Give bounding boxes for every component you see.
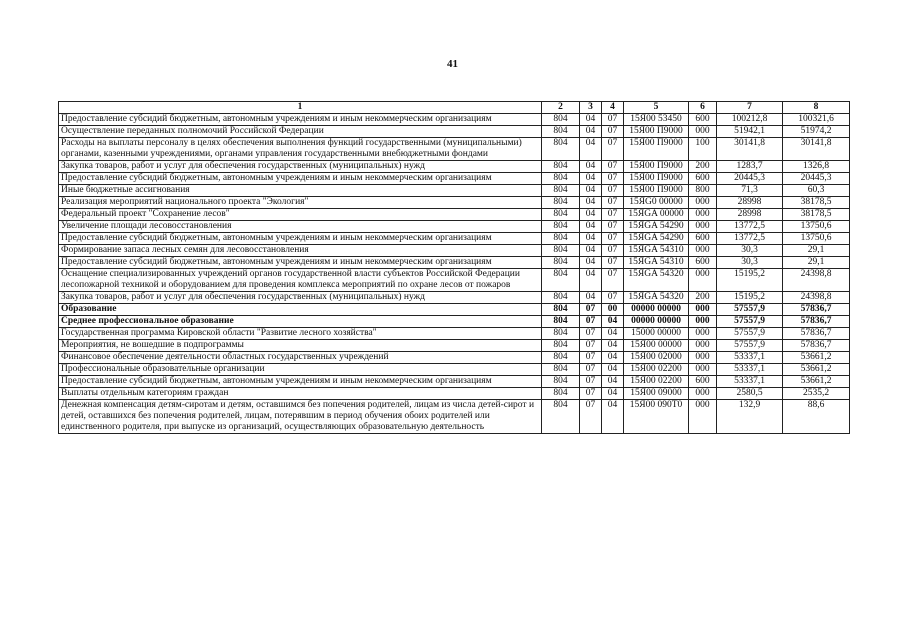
target-article-cell: 15Я00 П9000 — [624, 173, 689, 185]
subsection-cell: 07 — [602, 173, 624, 185]
section-cell: 07 — [580, 400, 602, 434]
amount-cell: 38178,5 — [783, 197, 850, 209]
expense-type-cell: 000 — [689, 221, 717, 233]
section-cell: 07 — [580, 376, 602, 388]
header-cell: 2 — [542, 102, 580, 114]
amount-cell: 20445,3 — [783, 173, 850, 185]
row-name-cell: Формирование запаса лесных семян для лесовосстановления — [59, 245, 542, 257]
amount-cell: 30141,8 — [717, 138, 783, 161]
target-article-cell: 15Я00 02200 — [624, 376, 689, 388]
row-name-cell: Профессиональные образовательные организации — [59, 364, 542, 376]
budget-table — [58, 101, 850, 434]
amount-cell: 15195,2 — [717, 292, 783, 304]
amount-cell: 57557,9 — [717, 316, 783, 328]
header-cell: 3 — [580, 102, 602, 114]
subsection-cell: 07 — [602, 138, 624, 161]
subsection-cell: 07 — [602, 114, 624, 126]
code-cell: 804 — [542, 269, 580, 292]
amount-cell: 51974,2 — [783, 126, 850, 138]
table-row — [59, 209, 850, 221]
target-article-cell: 00000 00000 — [624, 304, 689, 316]
section-cell: 04 — [580, 209, 602, 221]
amount-cell: 29,1 — [783, 245, 850, 257]
amount-cell: 28998 — [717, 209, 783, 221]
section-cell: 04 — [580, 138, 602, 161]
expense-type-cell: 600 — [689, 257, 717, 269]
expense-type-cell: 000 — [689, 388, 717, 400]
table-row — [59, 197, 850, 209]
row-name-cell: Финансовое обеспечение деятельности областных государственных учреждений — [59, 352, 542, 364]
row-name-cell: Государственная программа Кировской области "Развитие лесного хозяйства" — [59, 328, 542, 340]
expense-type-cell: 100 — [689, 138, 717, 161]
subsection-cell: 04 — [602, 316, 624, 328]
expense-type-cell: 000 — [689, 197, 717, 209]
amount-cell: 57836,7 — [783, 304, 850, 316]
code-cell: 804 — [542, 388, 580, 400]
row-name-cell: Реализация мероприятий национального проекта "Экология" — [59, 197, 542, 209]
target-article-cell: 15Я00 П9000 — [624, 126, 689, 138]
subsection-cell: 07 — [602, 257, 624, 269]
table-row — [59, 221, 850, 233]
amount-cell: 53661,2 — [783, 364, 850, 376]
table-row — [59, 138, 850, 161]
row-name-cell: Иные бюджетные ассигнования — [59, 185, 542, 197]
target-article-cell: 15ЯGA 54320 — [624, 292, 689, 304]
code-cell: 804 — [542, 185, 580, 197]
target-article-cell: 15ЯGA 00000 — [624, 209, 689, 221]
amount-cell: 57557,9 — [717, 304, 783, 316]
target-article-cell: 15Я00 02000 — [624, 352, 689, 364]
amount-cell: 51942,1 — [717, 126, 783, 138]
amount-cell: 30141,8 — [783, 138, 850, 161]
table-row — [59, 340, 850, 352]
amount-cell: 57836,7 — [783, 316, 850, 328]
expense-type-cell: 000 — [689, 304, 717, 316]
target-article-cell: 15ЯGA 54320 — [624, 269, 689, 292]
code-cell: 804 — [542, 197, 580, 209]
code-cell: 804 — [542, 304, 580, 316]
target-article-cell: 15Я00 53450 — [624, 114, 689, 126]
amount-cell: 13750,6 — [783, 233, 850, 245]
target-article-cell: 15Я00 П9000 — [624, 161, 689, 173]
row-name-cell: Закупка товаров, работ и услуг для обеспечения государственных (муниципальных) нужд — [59, 161, 542, 173]
table-row — [59, 114, 850, 126]
amount-cell: 15195,2 — [717, 269, 783, 292]
subsection-cell: 04 — [602, 388, 624, 400]
target-article-cell: 15ЯGA 54290 — [624, 221, 689, 233]
target-article-cell: 15ЯGA 54290 — [624, 233, 689, 245]
row-name-cell: Осуществление переданных полномочий Российской Федерации — [59, 126, 542, 138]
amount-cell: 2535,2 — [783, 388, 850, 400]
expense-type-cell: 000 — [689, 209, 717, 221]
section-cell: 04 — [580, 173, 602, 185]
target-article-cell: 15ЯGA 54310 — [624, 257, 689, 269]
code-cell: 804 — [542, 245, 580, 257]
subsection-cell: 07 — [602, 209, 624, 221]
subsection-cell: 04 — [602, 376, 624, 388]
table-row — [59, 388, 850, 400]
target-article-cell: 15Я00 090Т0 — [624, 400, 689, 434]
code-cell: 804 — [542, 400, 580, 434]
header-cell: 7 — [717, 102, 783, 114]
code-cell: 804 — [542, 340, 580, 352]
row-name-cell: Оснащение специализированных учреждений органов государственной власти субъектов Российской Федерации лесопожарной техникой и оборудованием для проведения комплекса мероприятий по охране лесов от пожаров — [59, 269, 542, 292]
amount-cell: 30,3 — [717, 257, 783, 269]
target-article-cell: 15ЯGA 54310 — [624, 245, 689, 257]
section-cell: 04 — [580, 269, 602, 292]
section-cell: 04 — [580, 245, 602, 257]
amount-cell: 53661,2 — [783, 376, 850, 388]
row-name-cell: Федеральный проект "Сохранение лесов" — [59, 209, 542, 221]
expense-type-cell: 000 — [689, 352, 717, 364]
code-cell: 804 — [542, 233, 580, 245]
amount-cell: 30,3 — [717, 245, 783, 257]
subsection-cell: 07 — [602, 221, 624, 233]
expense-type-cell: 200 — [689, 161, 717, 173]
amount-cell: 13772,5 — [717, 221, 783, 233]
expense-type-cell: 600 — [689, 233, 717, 245]
expense-type-cell: 600 — [689, 376, 717, 388]
expense-type-cell: 000 — [689, 269, 717, 292]
row-name-cell: Денежная компенсация детям-сиротам и детям, оставшимся без попечения родителей, лицам из числа детей-сирот и детей, оставшихся без попечения родителей, лицам, потерявшим в период обучения обоих родителей или единственного родителя, при выпуске из организаций, осуществляющих образовательную деятельность — [59, 400, 542, 434]
row-name-cell: Предоставление субсидий бюджетным, автономным учреждениям и иным некоммерческим организациям — [59, 233, 542, 245]
subsection-cell: 00 — [602, 304, 624, 316]
section-cell: 04 — [580, 197, 602, 209]
subsection-cell: 07 — [602, 292, 624, 304]
amount-cell: 24398,8 — [783, 292, 850, 304]
section-cell: 07 — [580, 316, 602, 328]
expense-type-cell: 000 — [689, 316, 717, 328]
amount-cell: 57836,7 — [783, 328, 850, 340]
section-cell: 04 — [580, 257, 602, 269]
table-row — [59, 316, 850, 328]
header-cell: 1 — [59, 102, 542, 114]
expense-type-cell: 000 — [689, 364, 717, 376]
subsection-cell: 04 — [602, 340, 624, 352]
table-row — [59, 173, 850, 185]
expense-type-cell: 800 — [689, 185, 717, 197]
page-number: 41 — [447, 58, 458, 70]
amount-cell: 1326,8 — [783, 161, 850, 173]
header-cell: 4 — [602, 102, 624, 114]
row-name-cell: Мероприятия, не вошедшие в подпрограммы — [59, 340, 542, 352]
table-row — [59, 233, 850, 245]
table-row — [59, 400, 850, 434]
table-row — [59, 292, 850, 304]
row-name-cell: Увеличение площади лесовосстановления — [59, 221, 542, 233]
target-article-cell: 00000 00000 — [624, 316, 689, 328]
section-cell: 07 — [580, 340, 602, 352]
table-row — [59, 352, 850, 364]
header-cell: 5 — [624, 102, 689, 114]
amount-cell: 100321,6 — [783, 114, 850, 126]
row-name-cell: Предоставление субсидий бюджетным, автономным учреждениям и иным некоммерческим организациям — [59, 114, 542, 126]
amount-cell: 57836,7 — [783, 340, 850, 352]
code-cell: 804 — [542, 126, 580, 138]
amount-cell: 13772,5 — [717, 233, 783, 245]
section-cell: 07 — [580, 364, 602, 376]
table-row — [59, 185, 850, 197]
target-article-cell: 15Я00 09000 — [624, 388, 689, 400]
table-row — [59, 161, 850, 173]
target-article-cell: 15Я00 00000 — [624, 340, 689, 352]
expense-type-cell: 600 — [689, 173, 717, 185]
subsection-cell: 07 — [602, 233, 624, 245]
amount-cell: 132,9 — [717, 400, 783, 434]
section-cell: 04 — [580, 292, 602, 304]
expense-type-cell: 000 — [689, 126, 717, 138]
subsection-cell: 07 — [602, 161, 624, 173]
code-cell: 804 — [542, 257, 580, 269]
table-row — [59, 364, 850, 376]
code-cell: 804 — [542, 138, 580, 161]
row-name-cell: Выплаты отдельным категориям граждан — [59, 388, 542, 400]
amount-cell: 71,3 — [717, 185, 783, 197]
expense-type-cell: 000 — [689, 245, 717, 257]
amount-cell: 28998 — [717, 197, 783, 209]
code-cell: 804 — [542, 209, 580, 221]
subsection-cell: 07 — [602, 269, 624, 292]
expense-type-cell: 200 — [689, 292, 717, 304]
code-cell: 804 — [542, 221, 580, 233]
amount-cell: 53661,2 — [783, 352, 850, 364]
code-cell: 804 — [542, 352, 580, 364]
subsection-cell: 07 — [602, 126, 624, 138]
section-cell: 04 — [580, 126, 602, 138]
table-row — [59, 245, 850, 257]
header-cell: 6 — [689, 102, 717, 114]
target-article-cell: 15Я00 П9000 — [624, 138, 689, 161]
row-name-cell: Предоставление субсидий бюджетным, автономным учреждениям и иным некоммерческим организациям — [59, 376, 542, 388]
amount-cell: 57557,9 — [717, 328, 783, 340]
code-cell: 804 — [542, 316, 580, 328]
amount-cell: 13750,6 — [783, 221, 850, 233]
code-cell: 804 — [542, 161, 580, 173]
code-cell: 804 — [542, 376, 580, 388]
amount-cell: 20445,3 — [717, 173, 783, 185]
row-name-cell: Предоставление субсидий бюджетным, автономным учреждениям и иным некоммерческим организациям — [59, 257, 542, 269]
section-cell: 04 — [580, 114, 602, 126]
amount-cell: 57557,9 — [717, 340, 783, 352]
target-article-cell: 15Я00 02200 — [624, 364, 689, 376]
target-article-cell: 15Я00 П9000 — [624, 185, 689, 197]
table-row — [59, 376, 850, 388]
section-cell: 07 — [580, 304, 602, 316]
subsection-cell: 07 — [602, 197, 624, 209]
subsection-cell: 04 — [602, 352, 624, 364]
amount-cell: 100212,8 — [717, 114, 783, 126]
code-cell: 804 — [542, 364, 580, 376]
table-row — [59, 257, 850, 269]
expense-type-cell: 000 — [689, 400, 717, 434]
row-name-cell: Расходы на выплаты персоналу в целях обеспечения выполнения функций государственными (муниципальными) органами, казенными учреждениями, органами управления государственными внебюджетными фондами — [59, 138, 542, 161]
section-cell: 04 — [580, 161, 602, 173]
subsection-cell: 04 — [602, 364, 624, 376]
target-article-cell: 15000 00000 — [624, 328, 689, 340]
expense-type-cell: 600 — [689, 114, 717, 126]
row-name-cell: Предоставление субсидий бюджетным, автономным учреждениям и иным некоммерческим организациям — [59, 173, 542, 185]
header-row — [59, 102, 850, 114]
amount-cell: 53337,1 — [717, 352, 783, 364]
section-cell: 04 — [580, 233, 602, 245]
subsection-cell: 04 — [602, 328, 624, 340]
subsection-cell: 07 — [602, 185, 624, 197]
amount-cell: 29,1 — [783, 257, 850, 269]
code-cell: 804 — [542, 292, 580, 304]
code-cell: 804 — [542, 173, 580, 185]
amount-cell: 60,3 — [783, 185, 850, 197]
table-row — [59, 269, 850, 292]
table-row — [59, 126, 850, 138]
amount-cell: 53337,1 — [717, 376, 783, 388]
section-cell: 07 — [580, 352, 602, 364]
subsection-cell: 04 — [602, 400, 624, 434]
table-row — [59, 328, 850, 340]
row-name-cell: Закупка товаров, работ и услуг для обеспечения государственных (муниципальных) нужд — [59, 292, 542, 304]
amount-cell: 24398,8 — [783, 269, 850, 292]
amount-cell: 88,6 — [783, 400, 850, 434]
section-cell: 07 — [580, 388, 602, 400]
amount-cell: 2580,5 — [717, 388, 783, 400]
code-cell: 804 — [542, 114, 580, 126]
amount-cell: 38178,5 — [783, 209, 850, 221]
row-name-cell: Среднее профессиональное образование — [59, 316, 542, 328]
section-cell: 07 — [580, 328, 602, 340]
section-cell: 04 — [580, 185, 602, 197]
expense-type-cell: 000 — [689, 328, 717, 340]
table-row — [59, 304, 850, 316]
code-cell: 804 — [542, 328, 580, 340]
amount-cell: 1283,7 — [717, 161, 783, 173]
target-article-cell: 15ЯG0 00000 — [624, 197, 689, 209]
subsection-cell: 07 — [602, 245, 624, 257]
amount-cell: 53337,1 — [717, 364, 783, 376]
expense-type-cell: 000 — [689, 340, 717, 352]
table-body — [59, 114, 850, 434]
row-name-cell: Образование — [59, 304, 542, 316]
header-cell: 8 — [783, 102, 850, 114]
section-cell: 04 — [580, 221, 602, 233]
